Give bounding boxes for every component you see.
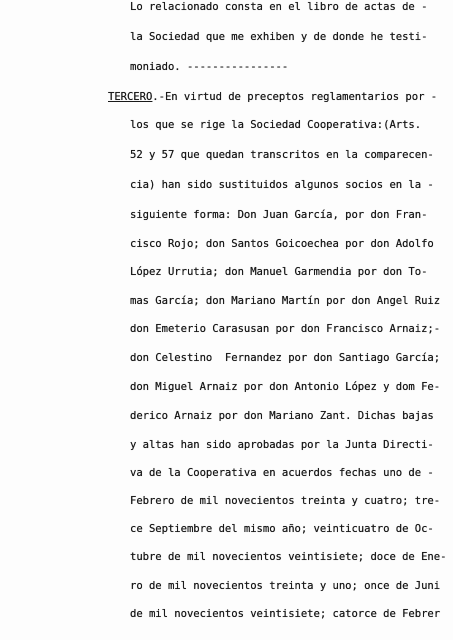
text-line-7: cia) han sido sustituidos algunos socios en la - [130,179,434,191]
text-line-15: derico Arnaiz por don Mariano Zant. Dichas bajas [130,410,434,422]
text-line-10: López Urrutia; don Manuel Garmendia por don To- [130,266,428,278]
text-line-3: moniado. ---------------- [130,61,289,73]
text-line-8: siguiente forma: Don Juan García, por don Fran- [130,209,428,221]
text-line-9: cisco Rojo; don Santos Goicoechea por don Adolfo [130,238,434,250]
text-line-14: don Miguel Arnaiz por don Antonio López y dom Fe- [130,381,441,393]
text-line-16: y altas han sido aprobadas por la Junta Directi- [130,439,434,451]
text-line-4-body: .-En virtud de preceptos reglamentarios por - [152,91,438,103]
text-line-11: mas García; don Mariano Martín por don Angel Ruiz [130,295,441,307]
text-line-20: tubre de mil novecientos veintisiete; doce de Ene- [130,551,447,563]
text-line-6: 52 y 57 que quedan transcritos en la comparecen- [130,149,434,161]
text-line-18: Febrero de mil novecientos treinta y cuatro; tre- [130,495,441,507]
text-line-17: va de la Cooperativa en acuerdos fechas uno de - [130,467,434,479]
section-heading-tercero: TERCERO [108,91,153,103]
text-line-22: de mil novecientos veintisiete; catorce de Febrer [130,608,441,620]
text-line-13: don Celestino Fernandez por don Santiago García; [130,352,441,364]
text-line-5: los que se rige la Sociedad Cooperativa:(Arts. [130,119,422,131]
text-line-1: Lo relacionado consta en el libro de actas de - [130,1,428,13]
text-line-4 [108,90,437,104]
text-line-19: ce Septiembre del mismo año; veinticuatro de Oc- [130,523,434,535]
text-line-21: ro de mil novecientos treinta y uno; once de Juni [130,580,441,592]
text-line-12: don Emeterio Carasusan por don Francisco Arnaiz;- [130,323,441,335]
text-line-2: la Sociedad que me exhiben y de donde he testi- [130,31,428,43]
